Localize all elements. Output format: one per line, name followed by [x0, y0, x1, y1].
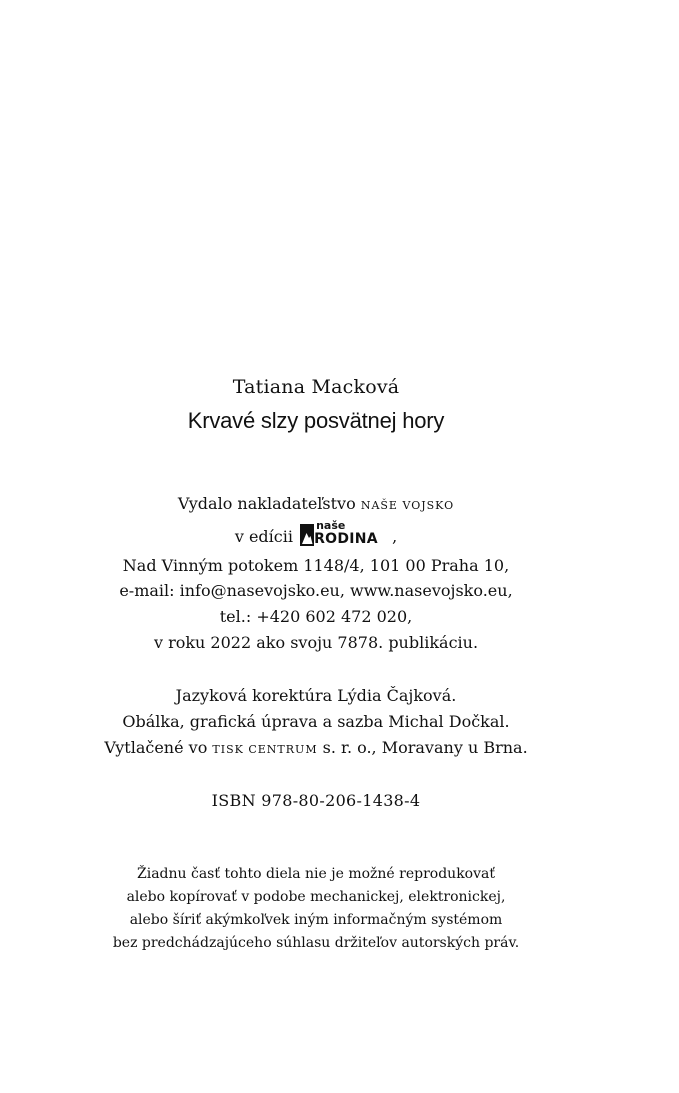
author-name: Tatiana Macková	[232, 376, 400, 398]
isbn: ISBN 978-80-206-1438-4	[211, 791, 421, 810]
edition-logo	[300, 519, 392, 547]
copyright-line-3: alebo šíriť akýmkoľvek iným informačným systémom	[129, 912, 503, 928]
printed-suffix: s. r. o., Moravany u Brna.	[322, 738, 528, 757]
publisher-phone: tel.: +420 602 472 020,	[219, 607, 413, 626]
printer-credit	[0, 738, 632, 757]
copyright-line-4: bez predchádzajúceho súhlasu držiteľov autorských práv.	[112, 935, 520, 951]
publisher-name: NAŠE VOJSKO	[360, 499, 455, 512]
copyright-line-2: alebo kopírovať v podobe mechanickej, elektronickej,	[126, 889, 506, 905]
publisher-contacts: e-mail: info@nasevojsko.eu, www.nasevojsko.eu,	[119, 581, 513, 600]
mountain-logo-icon	[300, 524, 314, 546]
printed-prefix: Vytlačené vo	[104, 738, 208, 757]
edition-suffix: ,	[392, 527, 398, 546]
publisher-line	[0, 494, 632, 513]
proofreading-credit: Jazyková korektúra Lýdia Čajková.	[175, 686, 457, 705]
cover-design-credit: Obálka, grafická úprava a sazba Michal Dočkal.	[122, 712, 510, 731]
book-title: Krvavé slzy posvätnej hory	[187, 408, 445, 433]
publication-year-line: v roku 2022 ako svoju 7878. publikáciu.	[153, 633, 479, 652]
printer-name: TISK CENTRUM	[212, 743, 318, 756]
edition-logo-top: naše	[316, 519, 346, 532]
publisher-address: Nad Vinným potokem 1148/4, 101 00 Praha 10,	[122, 556, 510, 575]
published-prefix: Vydalo nakladateľstvo	[177, 494, 356, 513]
copyright-line-1: Žiadnu časť tohto diela nie je možné reprodukovať	[137, 866, 495, 882]
edition-prefix: v edícii	[234, 527, 293, 546]
edition-line	[0, 519, 632, 547]
edition-logo-bottom: RODINA	[314, 531, 378, 547]
